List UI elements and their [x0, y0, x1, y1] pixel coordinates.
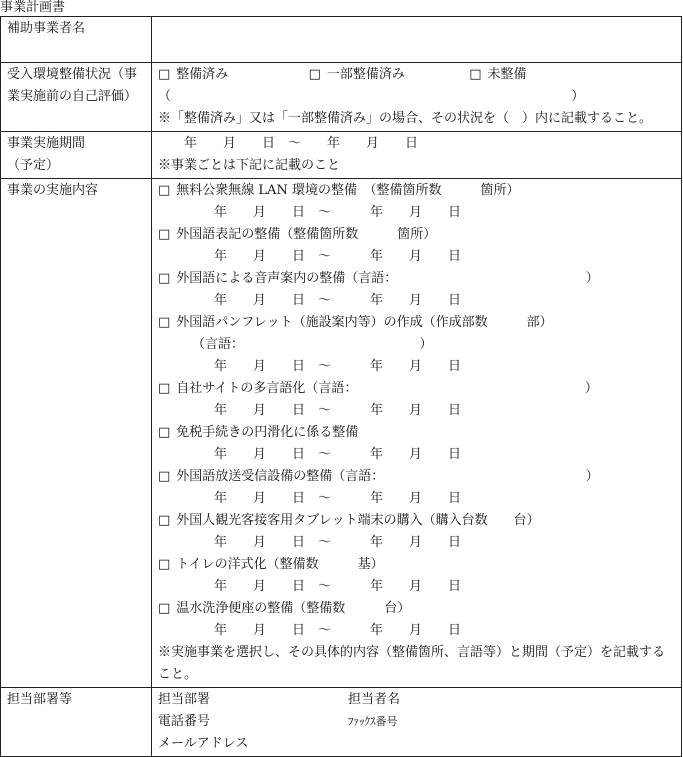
- project-item-dates[interactable]: 年 月 日 ～ 年 月 日: [214, 491, 462, 506]
- project-item-text: 外国人観光客接客用タブレット端末の購入（購入台数 台）: [176, 513, 540, 528]
- contents-cell: [152, 179, 682, 688]
- project-item: [158, 510, 677, 532]
- environment-row: [1, 63, 682, 132]
- project-item-dates[interactable]: 年 月 日 ～ 年 月 日: [214, 293, 462, 308]
- project-item-checkbox[interactable]: □: [158, 227, 171, 242]
- project-item-checkbox[interactable]: □: [158, 381, 171, 396]
- period-cell: [152, 132, 682, 179]
- environment-label: 受入環境整備状況（事業実施前の自己評価）: [1, 63, 152, 132]
- contents-label: 事業の実施内容: [1, 179, 152, 688]
- contents-row: [1, 179, 682, 688]
- project-item-dates[interactable]: 年 月 日 ～ 年 月 日: [214, 403, 462, 418]
- project-item-text: 温水洗浄便座の整備（整備数 台）: [176, 601, 411, 616]
- project-item-text: 外国語パンフレット（施設案内等）の作成（作成部数 部）: [176, 315, 553, 330]
- project-item-checkbox[interactable]: □: [158, 315, 171, 330]
- project-item-text: 免税手続きの円滑化に係る整備: [176, 425, 359, 440]
- option-partially-equipped: 一部整備済み: [326, 67, 405, 82]
- document-title: 事業計画書: [0, 0, 66, 15]
- option-not-equipped: 未整備: [487, 67, 527, 82]
- project-item-dates[interactable]: 年 月 日 ～ 年 月 日: [214, 447, 462, 462]
- project-item-dates[interactable]: 年 月 日 ～ 年 月 日: [214, 205, 462, 220]
- project-item-checkbox[interactable]: □: [158, 425, 171, 440]
- project-item-dates[interactable]: 年 月 日 ～ 年 月 日: [214, 359, 462, 374]
- project-item-checkbox[interactable]: □: [158, 469, 171, 484]
- project-item-text: 外国語による音声案内の整備（言語： ）: [176, 271, 599, 286]
- contents-items: [158, 180, 677, 642]
- checkbox-partially-equipped[interactable]: □: [308, 67, 321, 82]
- project-item-text: 外国語表記の整備（整備箇所数 箇所）: [176, 227, 437, 242]
- project-item: [158, 554, 677, 576]
- contents-note: ※実施事業を選択し、その具体的内容（整備箇所、言語等）と期間（予定）を記載すること。: [158, 645, 666, 682]
- contact-cell: [152, 688, 682, 757]
- option-fully-equipped: 整備済み: [176, 67, 229, 82]
- project-item: [158, 268, 677, 290]
- period-label-line2: （予定）: [7, 158, 60, 173]
- project-item: [158, 378, 677, 400]
- project-item-language[interactable]: （言語： ）: [192, 337, 433, 352]
- project-item-dates[interactable]: 年 月 日 ～ 年 月 日: [214, 579, 462, 594]
- environment-note: ※「整備済み」又は「一部整備済み」の場合、その状況を（ ）内に記載すること。: [158, 111, 653, 126]
- project-item-checkbox[interactable]: □: [158, 601, 171, 616]
- period-note: ※事業ごとは下記に記載のこと: [158, 158, 341, 173]
- fax-label: ﾌｧｯｸｽ番号: [348, 715, 398, 728]
- contact-label: 担当部署等: [1, 688, 152, 757]
- project-item: [158, 180, 677, 202]
- period-row: [1, 132, 682, 179]
- environment-status-field[interactable]: [158, 86, 677, 108]
- project-item-text: 外国語放送受信設備の整備（言語： ）: [176, 469, 599, 484]
- environment-cell: [152, 63, 682, 132]
- person-label: 担当者名: [348, 692, 401, 707]
- period-dates[interactable]: 年 月 日 ～ 年 月 日: [184, 136, 419, 151]
- project-item-dates[interactable]: 年 月 日 ～ 年 月 日: [214, 535, 462, 550]
- project-item-text: トイレの洋式化（整備数 基）: [176, 557, 384, 572]
- paren-open: （: [158, 89, 172, 104]
- phone-label: 電話番号: [158, 714, 211, 729]
- applicant-row: [1, 17, 682, 63]
- paren-close: ）: [571, 89, 585, 104]
- applicant-label: 補助事業者名: [1, 17, 152, 63]
- project-item: [158, 598, 677, 620]
- contact-line1: [158, 689, 677, 711]
- contact-line2: [158, 711, 677, 733]
- contact-row: [1, 688, 682, 757]
- project-item: [158, 224, 677, 246]
- project-item-checkbox[interactable]: □: [158, 271, 171, 286]
- environment-options: [158, 64, 677, 86]
- period-label-line1: 事業実施期間: [7, 136, 86, 151]
- project-item: [158, 312, 677, 334]
- project-item-dates[interactable]: 年 月 日 ～ 年 月 日: [214, 623, 462, 638]
- email-label: メールアドレス: [158, 736, 249, 751]
- project-item: [158, 422, 677, 444]
- project-item-text: 無料公衆無線 LAN 環境の整備 （整備箇所数 箇所）: [176, 183, 520, 198]
- dept-label: 担当部署: [158, 692, 211, 707]
- project-item-checkbox[interactable]: □: [158, 513, 171, 528]
- project-item-checkbox[interactable]: □: [158, 183, 171, 198]
- checkbox-fully-equipped[interactable]: □: [158, 67, 171, 82]
- project-item-checkbox[interactable]: □: [158, 557, 171, 572]
- project-item: [158, 466, 677, 488]
- project-item-dates[interactable]: 年 月 日 ～ 年 月 日: [214, 249, 462, 264]
- business-plan-table: [0, 16, 682, 757]
- period-label: [1, 132, 152, 179]
- project-item-text: 自社サイトの多言語化（言語： ）: [176, 381, 598, 396]
- checkbox-not-equipped[interactable]: □: [469, 67, 482, 82]
- applicant-name-field[interactable]: [152, 17, 682, 63]
